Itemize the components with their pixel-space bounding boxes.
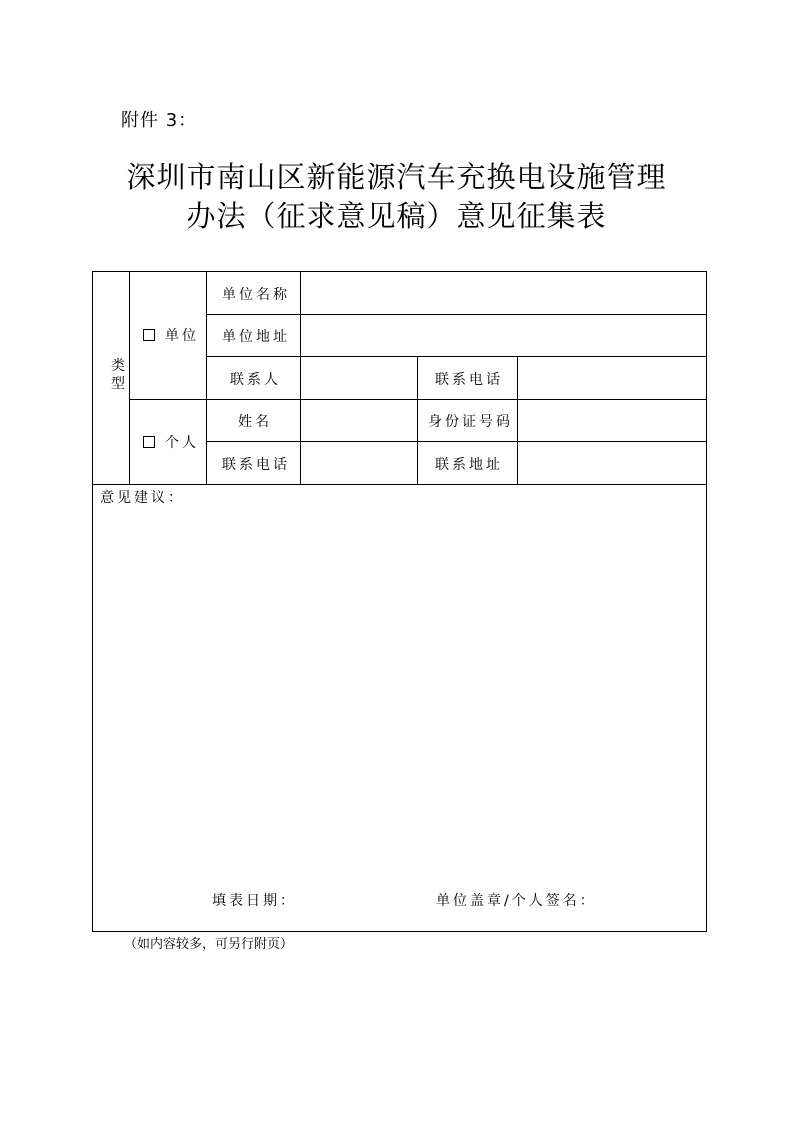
grid-line <box>417 356 418 484</box>
person-checkbox[interactable] <box>143 436 155 448</box>
id-number-label: 身份证号码 <box>428 414 513 430</box>
person-address-label: 联系地址 <box>435 457 503 473</box>
page-title-line2: 办法（征求意见稿）意见征集表 <box>186 199 607 233</box>
opinion-label: 意见建议： <box>100 490 185 506</box>
signature-label: 单位盖章/个人签名： <box>436 893 597 909</box>
unit-address-label: 单位地址 <box>222 329 290 345</box>
opinion-textarea[interactable] <box>93 506 706 881</box>
unit-name-field[interactable] <box>301 272 706 314</box>
page-title-line1: 深圳市南山区新能源汽车充换电设施管理 <box>126 160 667 194</box>
person-phone-label: 联系电话 <box>222 457 290 473</box>
contact-person-field[interactable] <box>301 357 417 399</box>
name-label: 姓名 <box>238 414 272 430</box>
person-phone-field[interactable] <box>301 442 417 484</box>
name-field[interactable] <box>301 400 417 441</box>
contact-person-label: 联系人 <box>230 372 281 388</box>
id-number-field[interactable] <box>518 400 706 441</box>
fill-date-label: 填表日期： <box>212 893 297 909</box>
unit-option-label: 单位 <box>165 328 199 344</box>
person-address-field[interactable] <box>518 442 706 484</box>
unit-phone-field[interactable] <box>518 357 706 399</box>
grid-line <box>92 484 707 485</box>
unit-address-field[interactable] <box>301 315 706 356</box>
footnote: （如内容较多，可另行附页） <box>124 937 294 952</box>
unit-phone-label: 联系电话 <box>435 372 503 388</box>
unit-name-label: 单位名称 <box>222 287 290 303</box>
unit-option[interactable] <box>143 325 199 345</box>
type-label-char: 型 <box>111 376 125 392</box>
grid-line <box>206 271 207 484</box>
attachment-label: 附件 3： <box>121 110 198 131</box>
unit-checkbox[interactable] <box>143 329 155 341</box>
person-option[interactable] <box>143 432 199 452</box>
type-label <box>110 357 126 393</box>
person-option-label: 个人 <box>165 435 199 451</box>
type-label-char: 类 <box>111 358 125 374</box>
grid-line <box>129 271 130 484</box>
